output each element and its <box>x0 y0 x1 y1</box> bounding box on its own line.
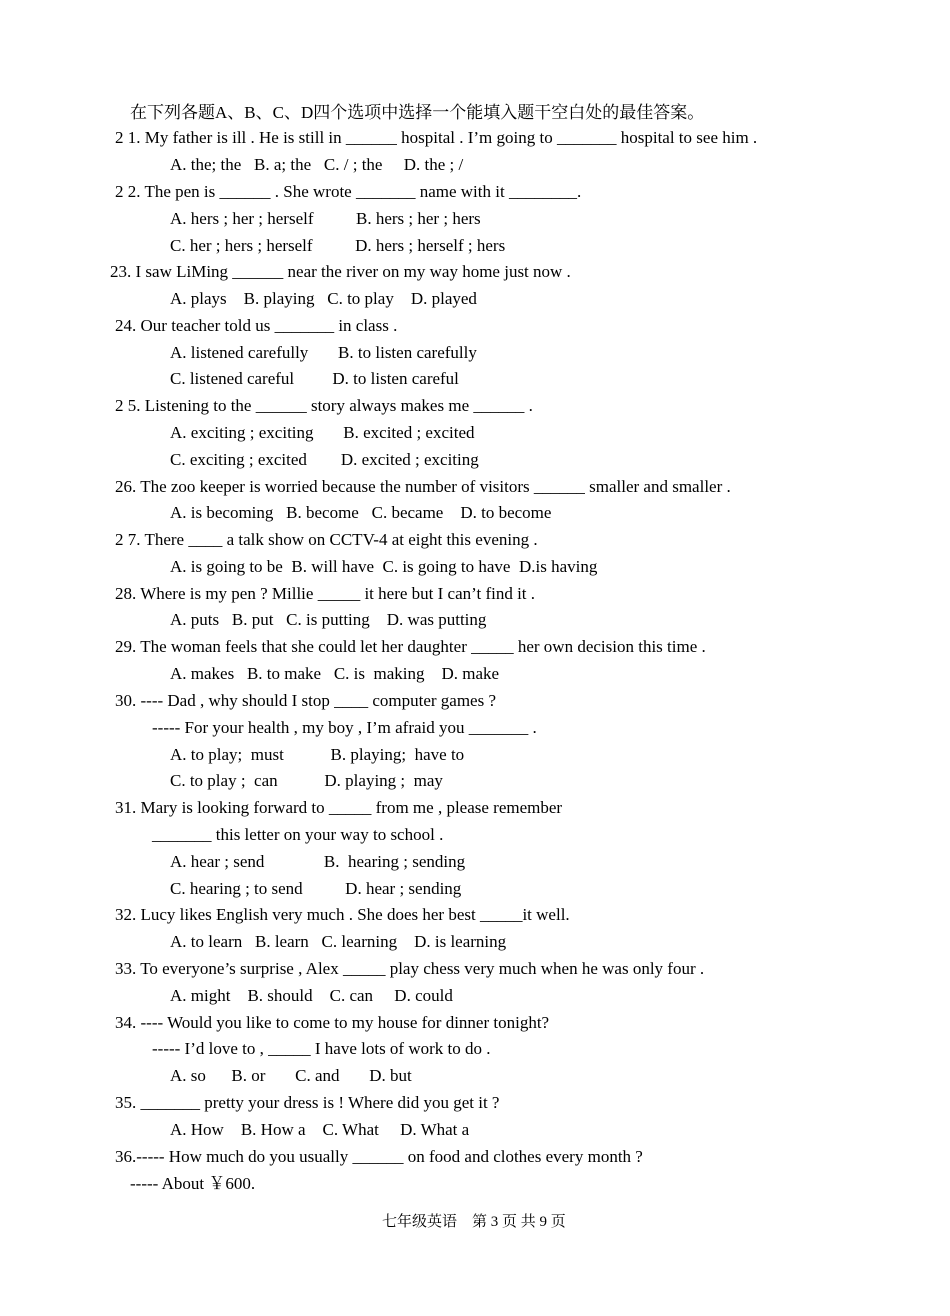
q26-options: A. is becoming B. become C. became D. to become <box>170 503 552 522</box>
q36-stem: 36.----- How much do you usually ______ on food and clothes every month ? <box>115 1147 643 1166</box>
q25-options-ab: A. exciting ; exciting B. excited ; excited <box>170 423 475 442</box>
q36-reply: ----- About ￥600. <box>130 1174 256 1193</box>
q21-options: A. the; the B. a; the C. / ; the D. the ; / <box>170 155 464 174</box>
q30-reply: ----- For your health , my boy , I’m afraid you _______ . <box>152 718 537 737</box>
q26-stem: 26. The zoo keeper is worried because the number of visitors ______ smaller and smaller . <box>115 477 731 496</box>
q34-reply: ----- I’d love to , _____ I have lots of work to do . <box>152 1039 491 1058</box>
q30-options-ab: A. to play; must B. playing; have to <box>170 745 465 764</box>
q29-options: A. makes B. to make C. is making D. make <box>170 664 500 683</box>
q22-options-cd: C. her ; hers ; herself D. hers ; herself ; hers <box>170 236 506 255</box>
q23-stem: 23. I saw LiMing ______ near the river on my way home just now . <box>110 262 571 281</box>
q22-stem: 2 2. The pen is ______ . She wrote _______ name with it ________. <box>115 182 582 201</box>
q35-options: A. How B. How a C. What D. What a <box>170 1120 470 1139</box>
q23-options: A. plays B. playing C. to play D. played <box>170 289 477 308</box>
q24-options-cd: C. listened careful D. to listen careful <box>170 369 459 388</box>
q21-stem: 2 1. My father is ill . He is still in ______ hospital . I’m going to _______ hospital to see him . <box>115 128 758 147</box>
q31-options-ab: A. hear ; send B. hearing ; sending <box>170 852 466 871</box>
q33-stem: 33. To everyone’s surprise , Alex _____ play chess very much when he was only four . <box>115 959 705 978</box>
q27-options: A. is going to be B. will have C. is going to have D.is having <box>170 557 598 576</box>
instruction-line: 在下列各题A、B、C、D四个选项中选择一个能填入题干空白处的最佳答案。 <box>130 103 705 122</box>
q25-stem: 2 5. Listening to the ______ story always makes me ______ . <box>115 396 533 415</box>
q33-options: A. might B. should C. can D. could <box>170 986 453 1005</box>
q31-options-cd: C. hearing ; to send D. hear ; sending <box>170 879 462 898</box>
q28-stem: 28. Where is my pen ? Millie _____ it here but I can’t find it . <box>115 584 536 603</box>
q34-stem: 34. ---- Would you like to come to my house for dinner tonight? <box>115 1013 550 1032</box>
q25-options-cd: C. exciting ; excited D. excited ; exciting <box>170 450 479 469</box>
q31-stem-cont: _______ this letter on your way to school . <box>152 825 444 844</box>
q30-stem: 30. ---- Dad , why should I stop ____ computer games ? <box>115 691 497 710</box>
q24-stem: 24. Our teacher told us _______ in class . <box>115 316 398 335</box>
q24-options-ab: A. listened carefully B. to listen carefully <box>170 343 477 362</box>
q32-stem: 32. Lucy likes English very much . She does her best _____it well. <box>115 905 570 924</box>
q22-options-ab: A. hers ; her ; herself B. hers ; her ; hers <box>170 209 481 228</box>
q30-options-cd: C. to play ; can D. playing ; may <box>170 771 443 790</box>
q29-stem: 29. The woman feels that she could let her daughter _____ her own decision this time . <box>115 637 706 656</box>
q32-options: A. to learn B. learn C. learning D. is learning <box>170 932 507 951</box>
q31-stem: 31. Mary is looking forward to _____ from me , please remember <box>115 798 563 817</box>
page-footer: 七年级英语 第 3 页 共 9 页 <box>382 1214 566 1230</box>
q34-options: A. so B. or C. and D. but <box>170 1066 412 1085</box>
q28-options: A. puts B. put C. is putting D. was putting <box>170 610 487 629</box>
q27-stem: 2 7. There ____ a talk show on CCTV-4 at eight this evening . <box>115 530 538 549</box>
q35-stem: 35. _______ pretty your dress is ! Where did you get it ? <box>115 1093 500 1112</box>
